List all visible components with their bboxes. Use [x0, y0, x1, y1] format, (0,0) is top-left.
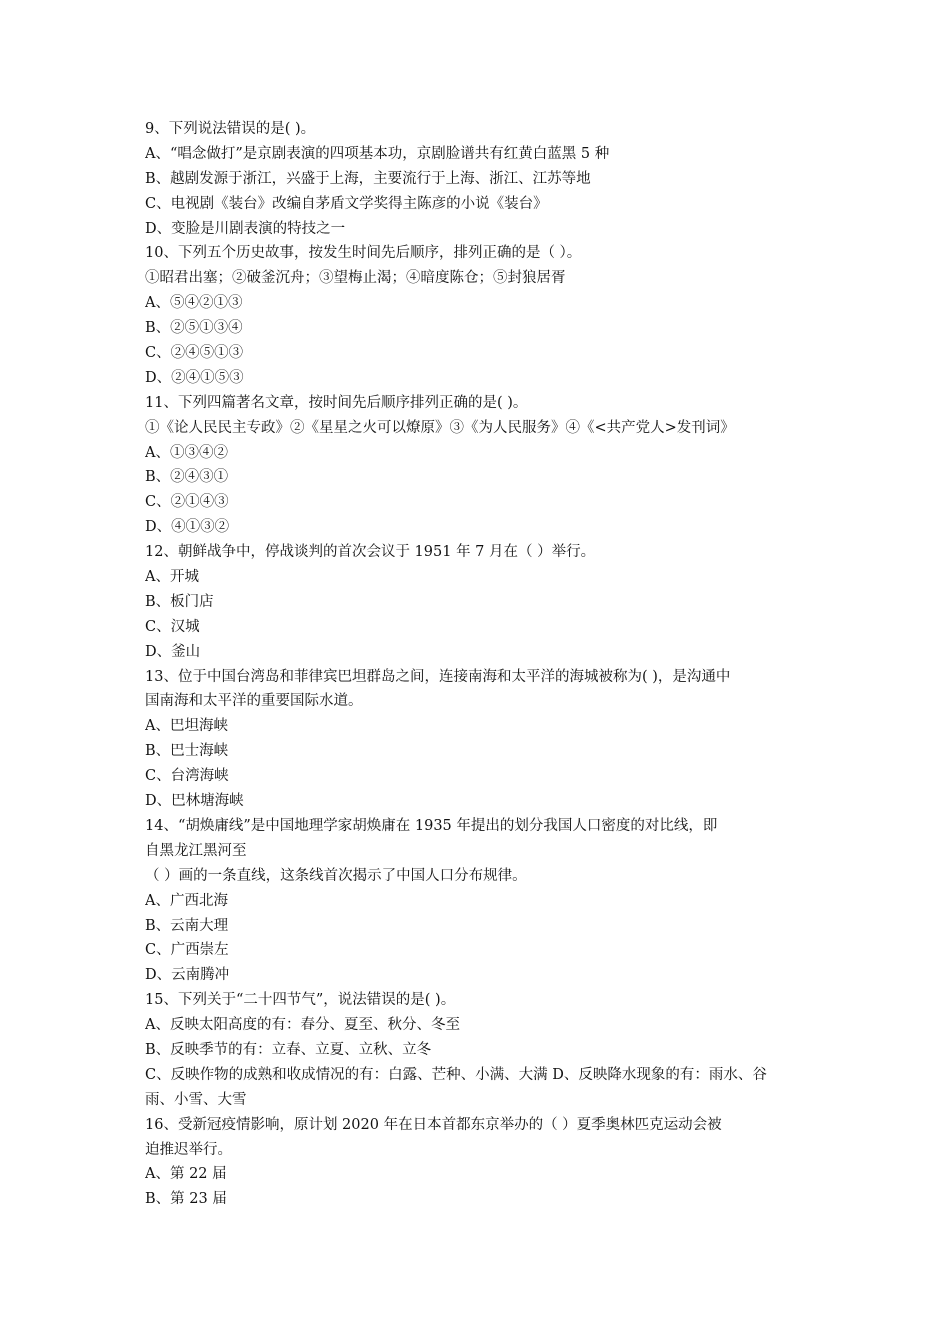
q9-option-c: C、电视剧《装台》改编自茅盾文学奖得主陈彦的小说《装台》 — [145, 195, 548, 212]
q15-option-c-d: C、反映作物的成熟和收成情况的有：白露、芒种、小满、大满 D、反映降水现象的有：雨水、谷 — [145, 1066, 767, 1083]
question-9: 9、下列说法错误的是( )。 — [145, 121, 316, 137]
q9-option-a: A、“唱念做打”是京剧表演的四项基本功，京剧脸谱共有红黄白蓝黑 5 种 — [145, 145, 610, 162]
q15-option-b: B、反映季节的有：立春、立夏、立秋、立冬 — [145, 1041, 432, 1058]
q10-option-a: A、⑤④②①③ — [145, 295, 243, 312]
q9-option-d: D、变脸是川剧表演的特技之一 — [145, 220, 346, 237]
q13-option-d: D、巴林塘海峡 — [145, 793, 244, 810]
q10-option-d: D、②④①⑤③ — [145, 369, 244, 386]
q13-option-b: B、巴士海峡 — [145, 743, 229, 760]
question-text-block — [145, 117, 810, 1212]
q11-option-b: B、②④③① — [145, 469, 229, 486]
q9-option-b: B、越剧发源于浙江，兴盛于上海，主要流行于上海、浙江、江苏等地 — [145, 170, 591, 187]
question-16: 16、受新冠疫情影响，原计划 2020 年在日本首都东京举办的（ ）夏季奥林匹克运动会被 — [145, 1116, 722, 1133]
q10-items: ①昭君出塞；②破釜沉舟；③望梅止渴；④暗度陈仓；⑤封狼居胥 — [145, 270, 566, 287]
q14-option-a: A、广西北海 — [145, 892, 228, 909]
q16-option-a: A、第 22 届 — [145, 1166, 227, 1183]
question-14-continued: 自黑龙江黑河至 — [145, 842, 247, 859]
q12-option-a: A、开城 — [145, 569, 199, 586]
question-12: 12、朝鲜战争中，停战谈判的首次会议于 1951 年 7 月在（ ）举行。 — [145, 544, 596, 561]
q15-option-d-continued: 雨、小雪、大雪 — [145, 1091, 247, 1108]
question-15: 15、下列关于“二十四节气”，说法错误的是( )。 — [145, 992, 456, 1009]
question-11: 11、下列四篇著名文章，按时间先后顺序排列正确的是( )。 — [145, 394, 528, 411]
q14-option-b: B、云南大理 — [145, 917, 229, 934]
q15-option-a: A、反映太阳高度的有：春分、夏至、秋分、冬至 — [145, 1017, 460, 1034]
q11-option-c: C、②①④③ — [145, 494, 229, 511]
q14-option-c: C、广西崇左 — [145, 942, 229, 959]
q12-option-b: B、板门店 — [145, 593, 214, 610]
q16-option-b: B、第 23 届 — [145, 1191, 227, 1208]
q12-option-d: D、釜山 — [145, 643, 201, 660]
q14-option-d: D、云南腾冲 — [145, 967, 230, 984]
question-13: 13、位于中国台湾岛和菲律宾巴坦群岛之间，连接南海和太平洋的海城被称为( )，是沟通中 — [145, 668, 731, 685]
q13-option-a: A、巴坦海峡 — [145, 718, 228, 735]
q10-option-b: B、②⑤①③④ — [145, 320, 243, 337]
question-14-continued-2: （ ）画的一条直线，这条线首次揭示了中国人口分布规律。 — [145, 867, 527, 884]
question-13-continued: 国南海和太平洋的重要国际水道。 — [145, 693, 363, 710]
question-10: 10、下列五个历史故事，按发生时间先后顺序，排列正确的是（ ）。 — [145, 245, 582, 262]
q13-option-c: C、台湾海峡 — [145, 768, 229, 785]
question-16-continued: 迫推迟举行。 — [145, 1141, 232, 1158]
q11-option-d: D、④①③② — [145, 519, 230, 536]
question-14: 14、“胡焕庸线”是中国地理学家胡焕庸在 1935 年提出的划分我国人口密度的对比线，即 — [145, 817, 718, 834]
q12-option-c: C、汉城 — [145, 618, 200, 635]
q10-option-c: C、②④⑤①③ — [145, 345, 244, 362]
q11-items: ①《论人民民主专政》②《星星之火可以燎原》③《为人民服务》④《<共产党人>发刊词》 — [145, 419, 735, 436]
q11-option-a: A、①③④② — [145, 444, 228, 461]
